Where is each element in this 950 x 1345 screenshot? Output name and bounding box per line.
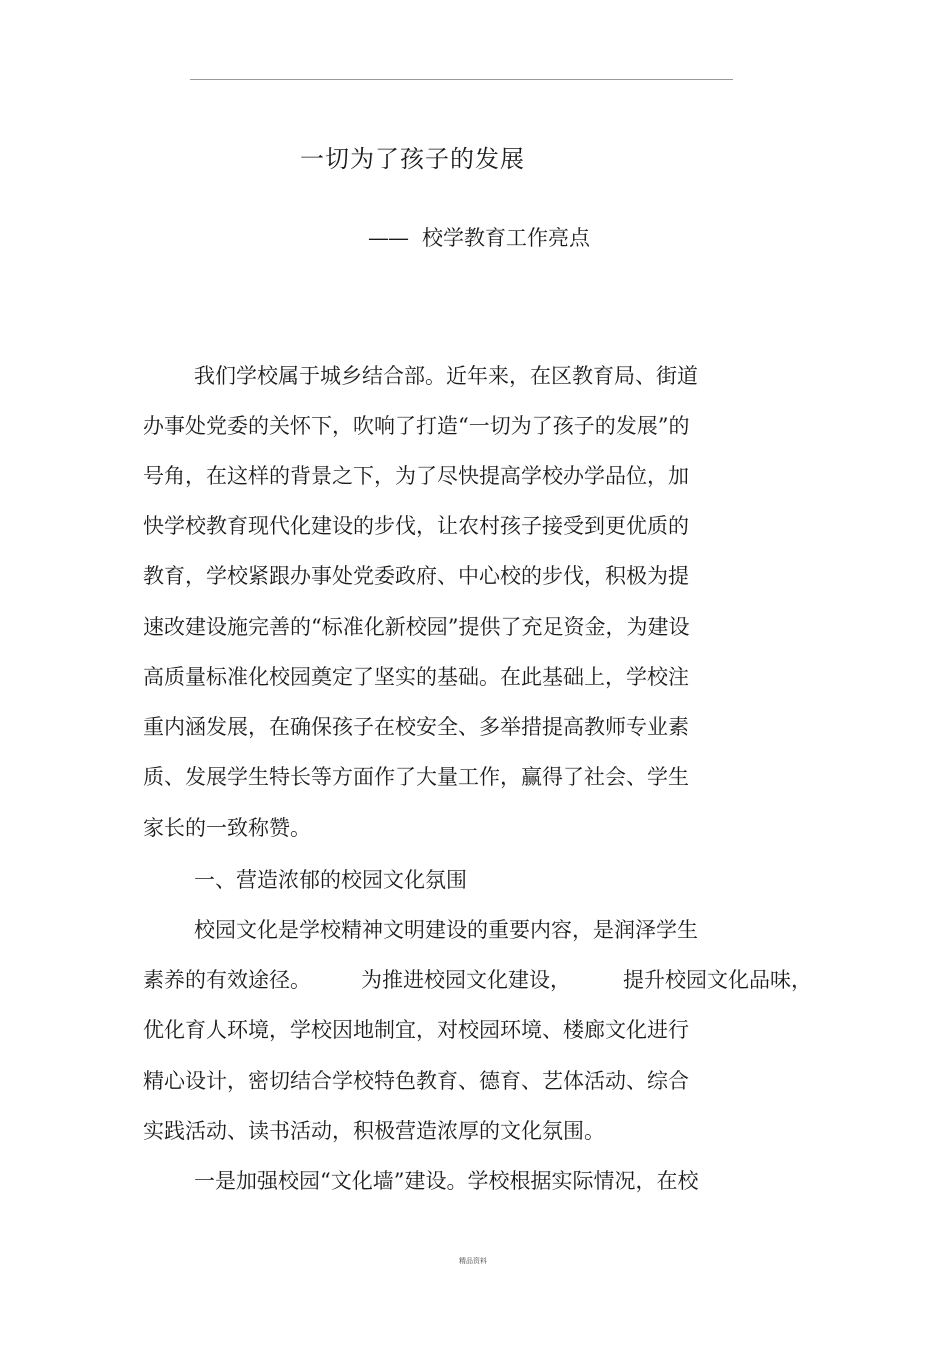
paragraph-line: 速改建设施完善的“标准化新校园”提供了充足资金，为建设 [143,615,690,639]
paragraph-line: 高质量标准化校园奠定了坚实的基础。在此基础上，学校注 [143,665,689,689]
line-segment: 素养的有效途径。 [143,968,311,992]
paragraph-line: 一是加强校园“文化墙”建设。学校根据实际情况，在校 [194,1169,699,1193]
document-subtitle [368,224,590,252]
paragraph-line: 优化育人环境，学校因地制宜，对校园环境、楼廊文化进行 [143,1018,689,1042]
paragraph-line: 校园文化是学校精神文明建设的重要内容，是润泽学生 [194,918,698,942]
section-heading: 一、营造浓郁的校园文化氛围 [194,868,467,892]
paragraph-line: 快学校教育现代化建设的步伐，让农村孩子接受到更优质的 [143,514,689,538]
paragraph-line: 精心设计，密切结合学校特色教育、德育、艺体活动、综合 [143,1069,689,1093]
paragraph-line: 家长的一致称赞。 [143,816,311,840]
paragraph-line: 质、发展学生特长等方面作了大量工作，赢得了社会、学生 [143,765,689,789]
paragraph-line: 教育，学校紧跟办事处党委政府、中心校的步伐，积极为提 [143,564,689,588]
paragraph-line: 号角，在这样的背景之下，为了尽快提高学校办学品位，加 [143,464,689,488]
document-title: 一切为了孩子的发展 [300,145,525,173]
subtitle-dash: —— [368,226,408,250]
line-segment: 为推进校园文化建设， [361,968,571,992]
paragraph-line: 实践活动、读书活动，积极营造浓厚的文化氛围。 [143,1119,605,1143]
footer-note: 精品资料 [459,1257,487,1265]
header-rule [190,79,733,80]
paragraph-line [143,965,812,995]
paragraph-line: 办事处党委的关怀下，吹响了打造“一切为了孩子的发展”的 [143,414,690,438]
paragraph-line: 我们学校属于城乡结合部。近年来，在区教育局、街道 [194,364,698,388]
line-segment: 提升校园文化品味， [623,968,812,992]
subtitle-text: 校学教育工作亮点 [422,226,590,250]
paragraph-line: 重内涵发展，在确保孩子在校安全、多举措提高教师专业素 [143,715,689,739]
